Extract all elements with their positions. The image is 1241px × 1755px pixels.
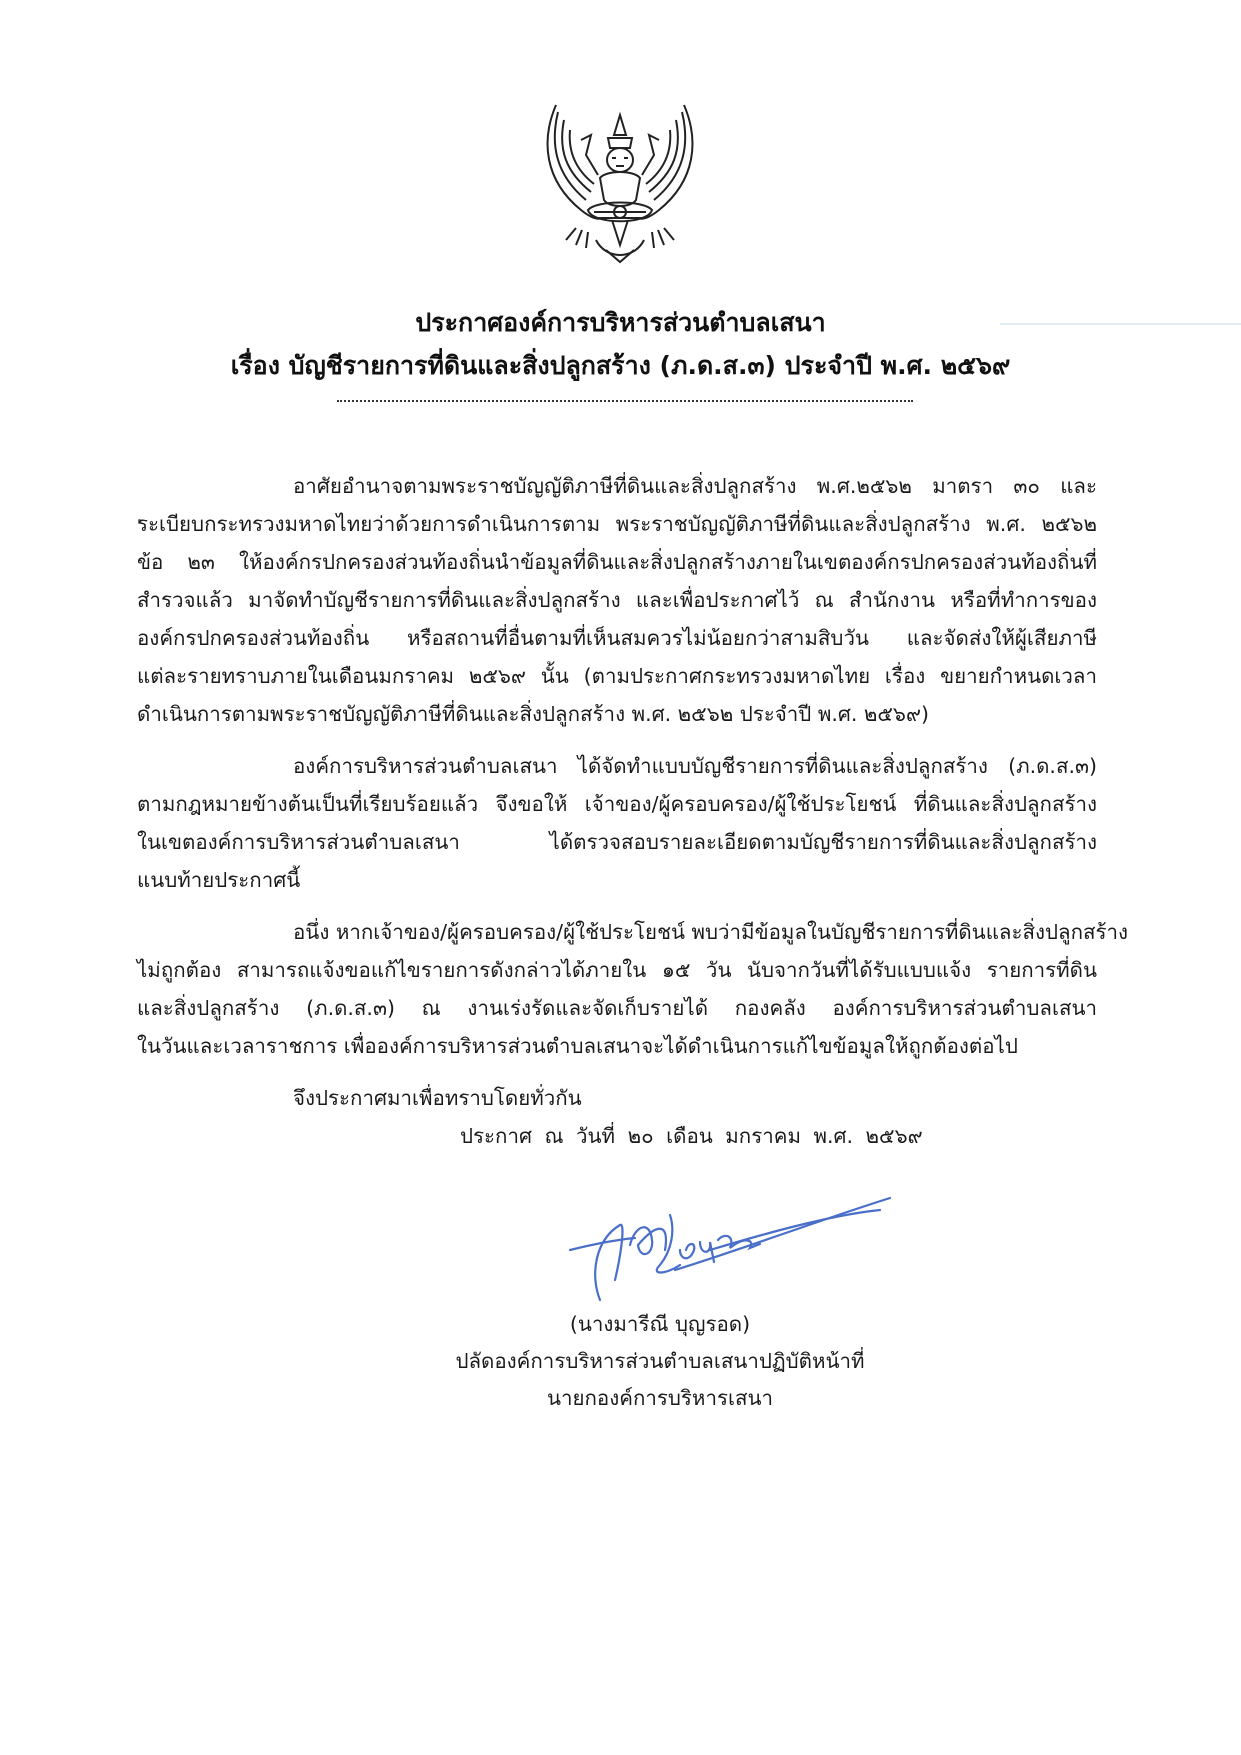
paragraph1-line: ดำเนินการตามพระราชบัญญัติภาษีที่ดินและสิ่งปลูกสร้าง พ.ศ. ๒๕๖๒ ประจำปี พ.ศ. ๒๕๖๙): [137, 702, 929, 726]
paragraph1-line: องค์กรปกครองส่วนท้องถิ่น หรือสถานที่อื่นตามที่เห็นสมควรไม่น้อยกว่าสามสิบวัน และจัดส่งให้ผู้เสียภาษี: [137, 626, 1097, 650]
closing-statement: จึงประกาศมาเพื่อทราบโดยทั่วกัน: [293, 1086, 582, 1110]
paragraph3-line: และสิ่งปลูกสร้าง (ภ.ด.ส.๓) ณ งานเร่งรัดและจัดเก็บรายได้ กองคลัง องค์การบริหารส่วนตำบลเสนา: [137, 996, 1097, 1020]
announcement-subject: เรื่อง บัญชีรายการที่ดินและสิ่งปลูกสร้าง (ภ.ด.ส.๓) ประจำปี พ.ศ. ๒๕๖๙: [230, 351, 1011, 380]
dotted-divider: [337, 400, 913, 402]
paragraph1-line: ระเบียบกระทรวงมหาดไทยว่าด้วยการดำเนินการตาม พระราชบัญญัติภาษีที่ดินและสิ่งปลูกสร้าง พ.ศ. ๒๕๖๒: [137, 512, 1097, 536]
signature-mark: [560, 1180, 900, 1305]
paragraph1-line: อาศัยอำนาจตามพระราชบัญญัติภาษีที่ดินและสิ่งปลูกสร้าง พ.ศ.๒๕๖๒ มาตรา ๓๐ และ: [293, 474, 1097, 498]
signatory-name: (นางมารีณี บุญรอด): [569, 1312, 751, 1336]
paragraph2-line: ในเขตองค์การบริหารส่วนตำบลเสนา ได้ตรวจสอบรายละเอียดตามบัญชีรายการที่ดินและสิ่งปลูกสร้าง: [137, 830, 1097, 854]
signatory-position: ปลัดองค์การบริหารส่วนตำบลเสนาปฏิบัติหน้าที่: [455, 1349, 865, 1373]
garuda-emblem-icon: [536, 100, 704, 265]
paragraph1-line: ข้อ ๒๓ ให้องค์กรปกครองส่วนท้องถิ่นนำข้อมูลที่ดินและสิ่งปลูกสร้างภายในเขตองค์กรปกครองส่วนท้องถิ่นที่: [137, 550, 1097, 574]
paragraph2-line: องค์การบริหารส่วนตำบลเสนา ได้จัดทำแบบบัญชีรายการที่ดินและสิ่งปลูกสร้าง (ภ.ด.ส.๓): [293, 754, 1097, 778]
paragraph2-line: ตามกฎหมายข้างต้นเป็นที่เรียบร้อยแล้ว จึงขอให้ เจ้าของ/ผู้ครอบครอง/ผู้ใช้ประโยชน์ ที่ดินและสิ่งปลูกสร้าง: [137, 792, 1097, 816]
paragraph1-line: แต่ละรายทราบภายในเดือนมกราคม ๒๕๖๙ นั้น (ตามประกาศกระทรวงมหาดไทย เรื่อง ขยายกำหนดเวลา: [137, 664, 1097, 688]
announcement-title: ประกาศองค์การบริหารส่วนตำบลเสนา: [415, 308, 826, 337]
paragraph3-line: ไม่ถูกต้อง สามารถแจ้งขอแก้ไขรายการดังกล่าวได้ภายใน ๑๕ วัน นับจากวันที่ได้รับแบบแจ้ง รายการที่ดิน: [137, 958, 1097, 982]
paragraph3-line: ในวันและเวลาราชการ เพื่อองค์การบริหารส่วนตำบลเสนาจะได้ดำเนินการแก้ไขข้อมูลให้ถูกต้องต่อไป: [137, 1034, 1018, 1058]
announcement-date: ประกาศ ณ วันที่ ๒๐ เดือน มกราคม พ.ศ. ๒๕๖๙: [460, 1124, 923, 1148]
signatory-acting-position: นายกองค์การบริหารเสนา: [546, 1386, 774, 1410]
paragraph1-line: สำรวจแล้ว มาจัดทำบัญชีรายการที่ดินและสิ่งปลูกสร้าง และเพื่อประกาศไว้ ณ สำนักงาน หรือที่ทำการของ: [137, 588, 1097, 612]
paragraph2-line: แนบท้ายประกาศนี้: [137, 868, 301, 892]
paragraph3-line: อนึ่ง หากเจ้าของ/ผู้ครอบครอง/ผู้ใช้ประโยชน์ พบว่ามีข้อมูลในบัญชีรายการที่ดินและสิ่งปลูกสร้าง: [293, 920, 1129, 944]
